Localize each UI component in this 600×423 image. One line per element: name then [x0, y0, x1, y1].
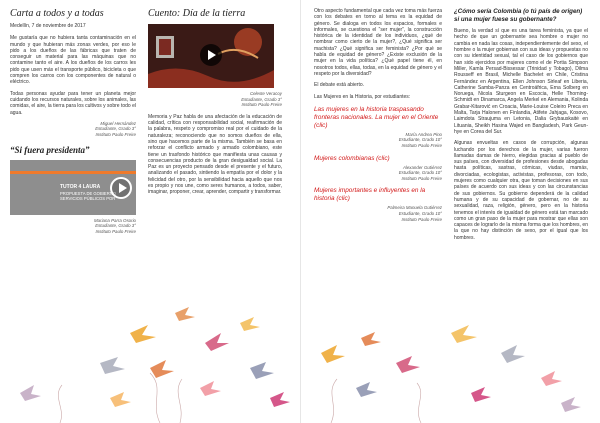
- story-title: Cuento: Día de la tierra: [148, 8, 246, 19]
- signature-grade: Estudiante, Grado 3°: [95, 223, 136, 229]
- memory-peace-paragraph: Memoria y Paz habla de una afectación de la educación de calidad, crítica con responsabilidad social, reafirmación de la palabra, respeto y compromiso real por el cuidado de la naturaleza; reconociendo que no somos dueños de ella, sino que hacemos parte de la misma. También se basa en reforzar el conflicto armado y armado colombiano, este tiene un trasfondo histórico que manifiesta unas causas y consecuencias producto de la gran desigualdad social. La Paz es un proyecto pensado desde el presente y el futuro, analizando el pasado, sintiendo la empatía por el dolor y la felicidad del otro, por la sensibilidad hacia aquello que nos es propio y nos une, como seres humanos, a todos, saber, imaginar, proponer, crear, aprender, compartir y transformar.: [148, 113, 282, 196]
- right-column-2: [454, 8, 588, 246]
- signature-name: Palmeira Manuela Gutiérrez: [387, 205, 442, 211]
- link-women-east[interactable]: Las mujeres en la historia traspasando fronteras nacionales. La mujer en el Oriente (clic): [314, 105, 439, 129]
- gender-equity-paragraph: Otro aspecto fundamental que cada vez toma más fuerza con los debates en torno al tema es la equidad de género. Se dialoga en todos los espacios, formales e informales, se cuestiona el “ser mujer”, la construcción histórica de la identidad de los individuos, ¿qué de nombrar como cierto de la mujer?, ¿Qué significa ser machista? ¿Qué significa ser feminista? ¿Por qué se habla de equidad de género? ¿Existe exclusión de la mujer en la vida política? ¿Qué papel tiene él, en nosotros todos, ellas, todas, en la equidad de género y el respeto por la diversidad?: [314, 8, 442, 77]
- women-history-intro: Las Mujeres en la Historia, por estudiantes:: [314, 93, 411, 100]
- colombia-question-title: ¿Cómo sería Colombia (o tú país de origen) si una mujer fuese su gobernante?: [454, 8, 583, 23]
- play-icon[interactable]: [110, 177, 132, 199]
- signature-school: Instituto Paulo Freire: [401, 143, 442, 149]
- link-influential-women-signature: [314, 205, 442, 222]
- link-women-east-signature: [314, 132, 442, 149]
- banner-title: TUTOR 4 LAURA: [60, 183, 101, 190]
- right-page: [300, 0, 600, 423]
- right-column-1: [314, 8, 442, 228]
- signature-name: Mariana Parra Osorio: [94, 217, 136, 223]
- female-leaders-paragraph: Bueno, la verdad sí que es una tarea feminista, ya que el hecho de que un gobernante sea hombre o mujer no cambia en nada las cosas, independientemente del sexo, el hombre o la mujer gobiernan con sus ideas y propuestas no con su identidad sexual, tal el caso de los gobiernos que han sido ejercidos por mujeres como el de Portia Simpson Miller, Kamla Persad-Bissessar (Trinidad y Tobago), Dilma Rousseff en Brasil, Michelle Bachelet en Chile, Cristina Fernández en Argentina, Ellen Johnson Sirleaf en Liberia, Catherine Samba-Panza en Centroáfrica, Erna Solberg en Noruega, Nicola Sturgeon en Escocia, Helle Thorning-Schmidt en Dinamarca, Angela Merkel en Alemania, Kolinda Grabar-Kitarović en Croacia, Marie-Louise Coleiro Preca en Malta, Tarja Halonen en Finlandia, Atifete Jahjaga, Kosovo, Laimdota Straujuma en Letonia, Dalia Grybauskaitė en Lituania, Sheikh Hasina Wajed en Bangladesh, Park Geun-hye en Corea del Sur.: [454, 28, 588, 135]
- signature-grade: Estudiante, Grado 3°: [241, 96, 282, 102]
- signature-grade: Estudiante, Grado 10°: [398, 137, 442, 143]
- letter-title: Carta a todos y a todas: [10, 8, 104, 19]
- signature-grade: Estudiante, Grado 10°: [398, 170, 442, 176]
- story-video[interactable]: [148, 24, 274, 88]
- letter-paragraph-1: Me gustaría que no hubiera tanta contaminación en el mundo y que hubieran más zonas verdes, por eso le pido a los dueños de las fábricas que traten de conseguir un material para las máquinas que no contamine tanto el aire. A los dueños de los carros les pido que usen más el transporte público, bicicleta o que compren los carros con los componentes de natural o eléctrico.: [10, 35, 136, 86]
- signature-school: Instituto Paulo Freire: [401, 175, 442, 181]
- signature-school: Instituto Paulo Freire: [95, 132, 136, 138]
- letter-signature: [10, 121, 136, 138]
- banner-signature: [10, 218, 136, 235]
- debate-open-paragraph: El debate está abierto.: [314, 82, 365, 89]
- banner-subtitle: PROPUESTA DE GOBIERNO SERVICIOS PÚBLICOS POR: [60, 190, 116, 201]
- signature-name: Celeste Veracoy: [249, 91, 282, 96]
- link-colombian-women-signature: [314, 165, 442, 182]
- signature-school: Instituto Paulo Freire: [241, 102, 282, 108]
- letter-dateline: Medellín, 7 de noviembre de 2017: [10, 23, 86, 29]
- video-signature: [148, 91, 282, 108]
- president-section-title: “Si fuera presidenta”: [10, 144, 90, 155]
- signature-name: María Andrea Pino: [405, 131, 442, 137]
- birds-illustration-right: [301, 293, 600, 423]
- signature-school: Instituto Paulo Freire: [401, 216, 442, 222]
- signature-name: Alexander Gutiérrez: [402, 164, 442, 170]
- link-influential-women[interactable]: Mujeres importantes e influyentes en la historia (clic): [314, 187, 426, 203]
- play-icon[interactable]: [200, 44, 222, 66]
- signature-name: Miguel Hernández: [100, 120, 136, 126]
- birds-illustration-left: [0, 293, 300, 423]
- banner-stripe: [10, 171, 136, 174]
- signature-grade: Estudiante, Grado 10°: [398, 211, 442, 217]
- signature-grade: Estudiante, Grado 3°: [95, 126, 136, 132]
- left-column-2: [148, 8, 282, 201]
- video-banner[interactable]: [10, 160, 136, 215]
- left-column-1: [10, 8, 136, 240]
- link-colombian-women[interactable]: Mujeres colombianas (clic): [314, 154, 390, 162]
- signature-school: Instituto Paulo Freire: [95, 228, 136, 234]
- letter-paragraph-2: Todas personas ayudar para tener un planeta mejor cuidando los recursos naturales, sobre los animales, las comidas, el aire, la tierra para los cultivos y sobre todo el agua.: [10, 90, 136, 116]
- leaders-analysis-paragraph: Algunas envueltas en casos de corrupción, algunas luchando por los derechos de la mujer, varias fueron llamadas damas de hierro, elegidas gracias al pueblo de sus países, con diversidad de profesiones desde abogadas hasta políticas, sastras, cómicas, viudas, mamás, divorciadas, ecologistas, activistas, profesoras, con todo, mujeres como cualquier otra, que toman decisiones en sus países de acuerdo con sus ideas y con las circunstancias de sus gobiernos. Su gobierno dependerá de la calidad humana y de su capacidad de gobernar, no de su sexualidad, raza, religión, género, pero en la historia tenemos el interés de igualdad de género está tan marcado como un gran paso de la mujer para mostrar que ellas son capaces de lograrlo de la misma forma que los hombres, en la que no hay distinción de sexo, por el igual que los hombres.: [454, 140, 588, 241]
